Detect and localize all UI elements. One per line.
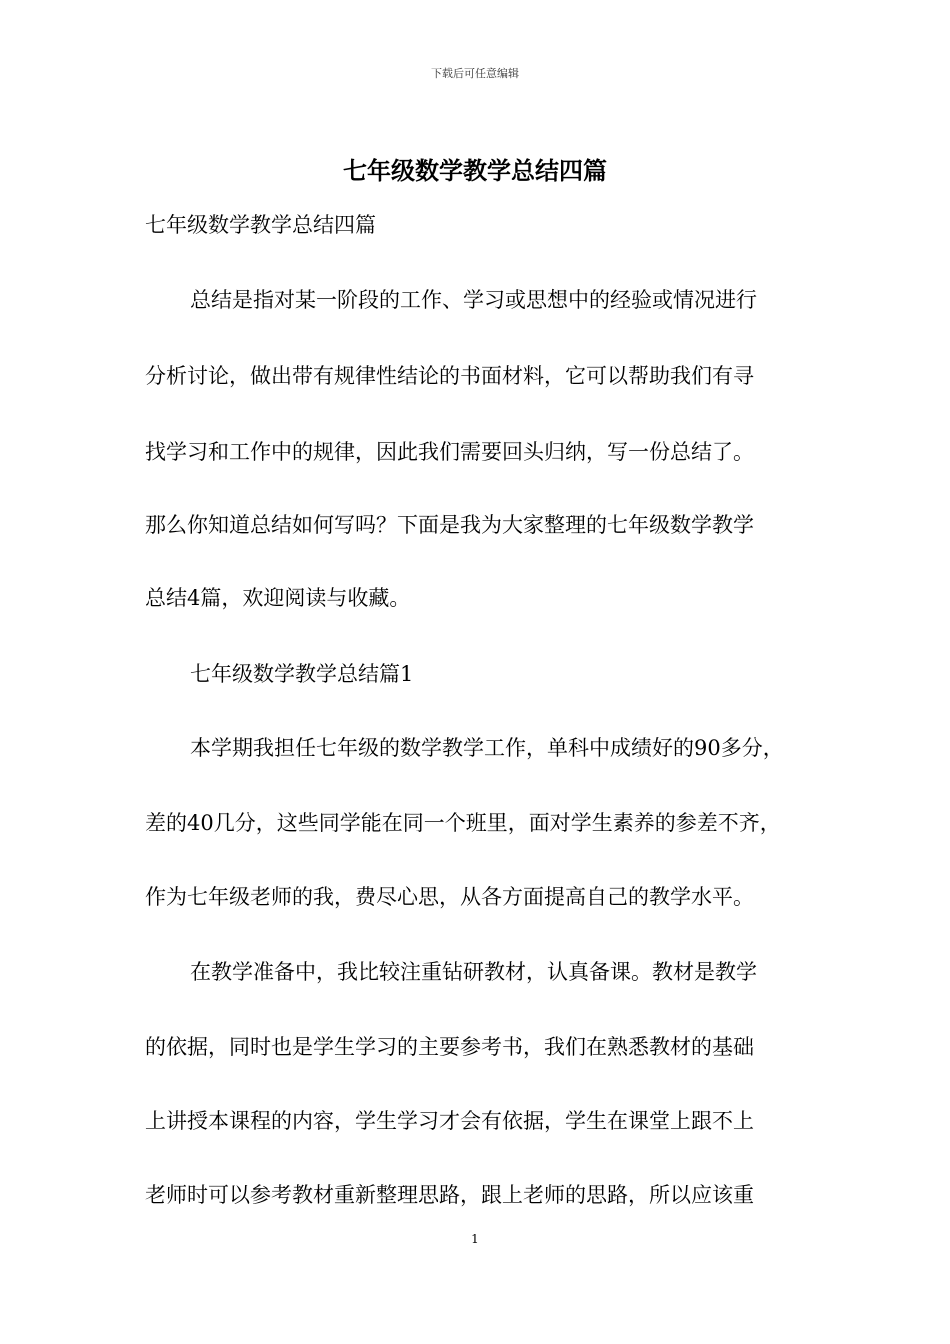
document-subtitle: 七年级数学教学总结四篇: [145, 213, 376, 237]
paragraph-line: 上讲授本课程的内容，学生学习才会有依据，学生在课堂上跟不上: [145, 1109, 754, 1133]
paragraph-line: 分析讨论，做出带有规律性结论的书面材料，它可以帮助我们有寻: [145, 364, 754, 388]
paragraph-line: 的依据，同时也是学生学习的主要参考书，我们在熟悉教材的基础: [145, 1035, 754, 1059]
paragraph-line: 差的40几分，这些同学能在同一个班里，面对学生素养的参差不齐，: [145, 811, 781, 835]
page-number: 1: [471, 1232, 479, 1246]
paragraph-line: 作为七年级老师的我，费尽心思，从各方面提高自己的教学水平。: [145, 885, 754, 909]
paragraph-line: 老师时可以参考教材重新整理思路，跟上老师的思路，所以应该重: [145, 1183, 754, 1207]
page-header: 下载后可任意编辑: [431, 67, 519, 80]
section-heading: 七年级数学教学总结篇1: [190, 662, 414, 686]
document-title: 七年级数学教学总结四篇: [343, 156, 607, 185]
paragraph-line: 在教学准备中，我比较注重钻研教材，认真备课。教材是教学: [190, 960, 757, 984]
paragraph-line: 那么你知道总结如何写吗？下面是我为大家整理的七年级数学教学: [145, 513, 754, 537]
paragraph-line: 找学习和工作中的规律，因此我们需要回头归纳，写一份总结了。: [145, 440, 754, 464]
paragraph-line: 总结是指对某一阶段的工作、学习或思想中的经验或情况进行: [190, 288, 757, 312]
paragraph-line: 总结4篇，欢迎阅读与收藏。: [145, 586, 411, 610]
paragraph-line: 本学期我担任七年级的数学教学工作，单科中成绩好的90多分，: [190, 736, 784, 760]
